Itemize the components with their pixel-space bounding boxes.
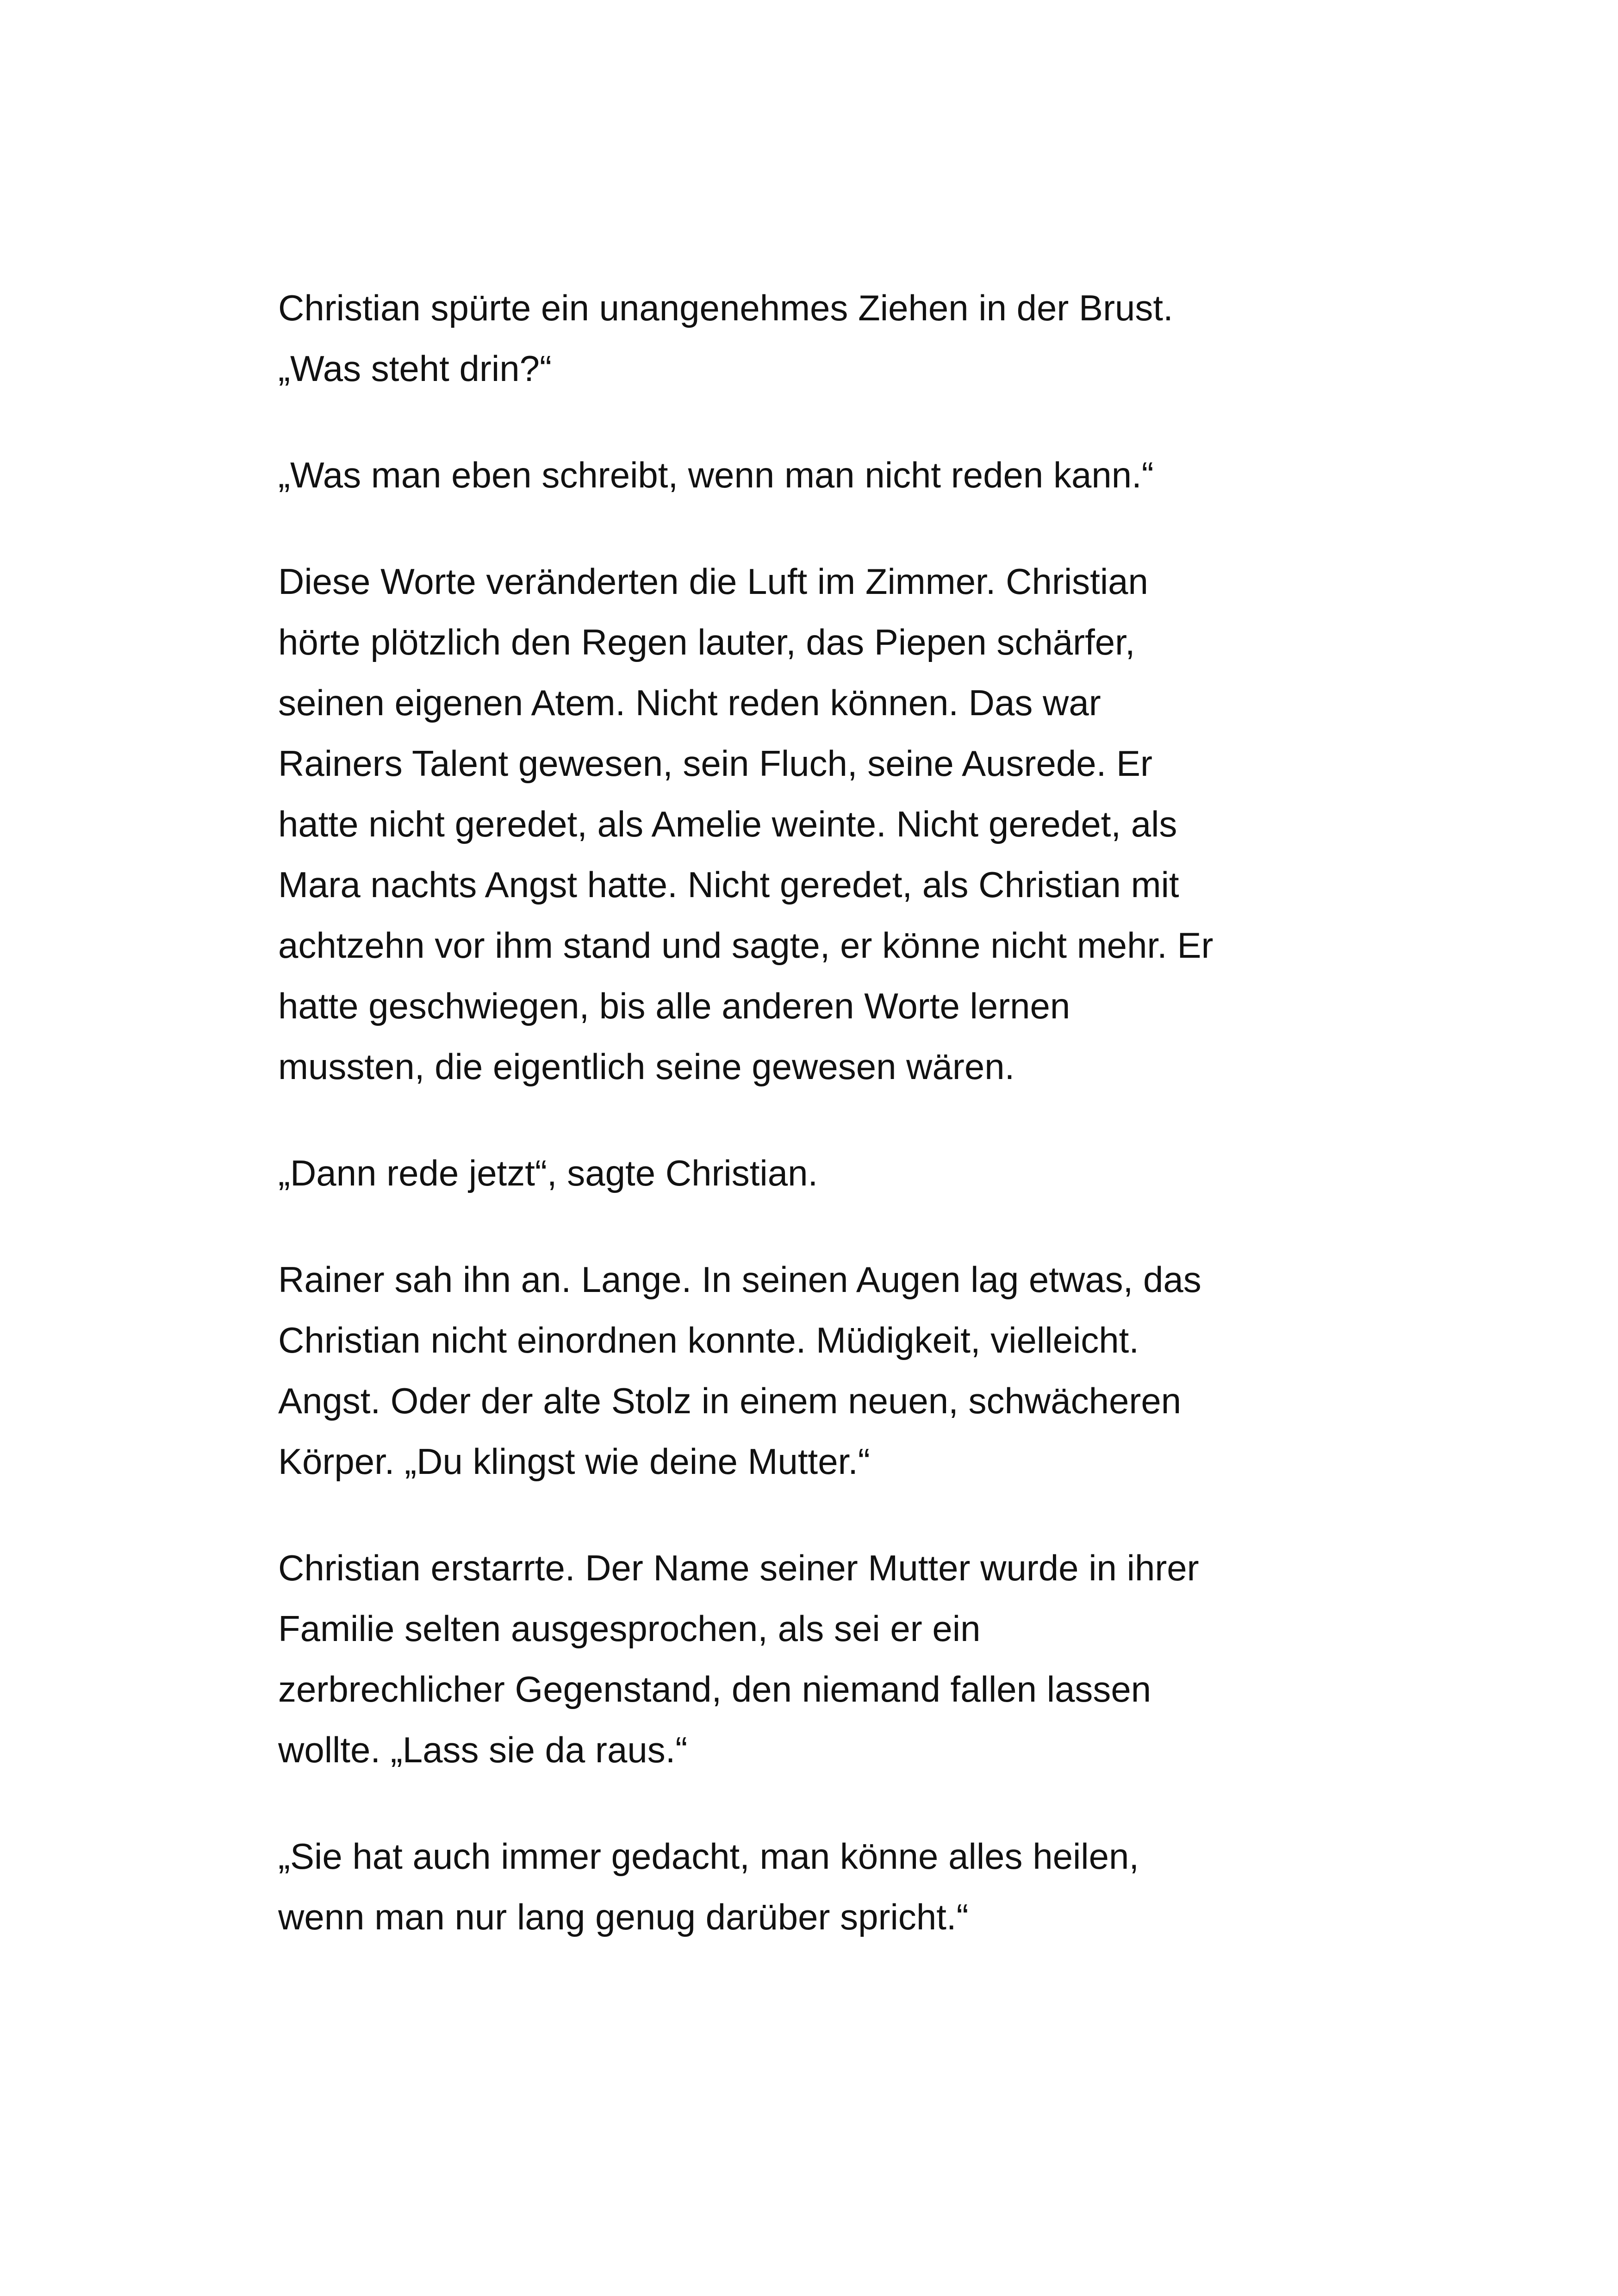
text-line: Rainers Talent gewesen, sein Fluch, seine Ausrede. Er bbox=[278, 743, 1152, 784]
text-line: Rainer sah ihn an. Lange. In seinen Augen lag etwas, das bbox=[278, 1259, 1201, 1300]
text-line: Mara nachts Angst hatte. Nicht geredet, als Christian mit bbox=[278, 864, 1179, 905]
paragraph-6 bbox=[278, 1538, 1370, 1780]
text-line: hatte geschwiegen, bis alle anderen Worte lernen bbox=[278, 986, 1070, 1026]
text-line: wollte. „Lass sie da raus.“ bbox=[278, 1729, 688, 1770]
paragraph-1 bbox=[278, 278, 1370, 399]
paragraph-3 bbox=[278, 551, 1370, 1097]
text-line: „Dann rede jetzt“, sagte Christian. bbox=[278, 1153, 818, 1193]
text-line: Diese Worte veränderten die Luft im Zimmer. Christian bbox=[278, 561, 1148, 602]
text-line: wenn man nur lang genug darüber spricht.“ bbox=[278, 1897, 969, 1937]
text-line: Christian spürte ein unangenehmes Ziehen in der Brust. bbox=[278, 287, 1173, 328]
text-line: Christian nicht einordnen konnte. Müdigkeit, vielleicht. bbox=[278, 1320, 1139, 1360]
paragraph-5 bbox=[278, 1249, 1370, 1492]
text-line: hatte nicht geredet, als Amelie weinte. Nicht geredet, als bbox=[278, 804, 1177, 844]
text-line: Familie selten ausgesprochen, als sei er ein bbox=[278, 1608, 981, 1649]
text-line: seinen eigenen Atem. Nicht reden können. Das war bbox=[278, 682, 1101, 723]
text-line: „Was steht drin?“ bbox=[278, 348, 552, 389]
paragraph-4 bbox=[278, 1143, 1370, 1204]
text-line: Körper. „Du klingst wie deine Mutter.“ bbox=[278, 1441, 870, 1482]
text-line: achtzehn vor ihm stand und sagte, er könne nicht mehr. Er bbox=[278, 925, 1214, 966]
text-line: Angst. Oder der alte Stolz in einem neuen, schwächeren bbox=[278, 1380, 1182, 1421]
text-line: „Was man eben schreibt, wenn man nicht reden kann.“ bbox=[278, 455, 1154, 495]
paragraph-7 bbox=[278, 1826, 1370, 1947]
text-line: Christian erstarrte. Der Name seiner Mutter wurde in ihrer bbox=[278, 1547, 1199, 1588]
paragraph-2 bbox=[278, 445, 1370, 505]
text-line: „Sie hat auch immer gedacht, man könne alles heilen, bbox=[278, 1836, 1139, 1877]
text-line: hörte plötzlich den Regen lauter, das Piepen schärfer, bbox=[278, 622, 1135, 662]
text-line: zerbrechlicher Gegenstand, den niemand fallen lassen bbox=[278, 1669, 1151, 1710]
text-line: mussten, die eigentlich seine gewesen wären. bbox=[278, 1046, 1015, 1087]
document-text-body bbox=[278, 278, 1370, 1993]
